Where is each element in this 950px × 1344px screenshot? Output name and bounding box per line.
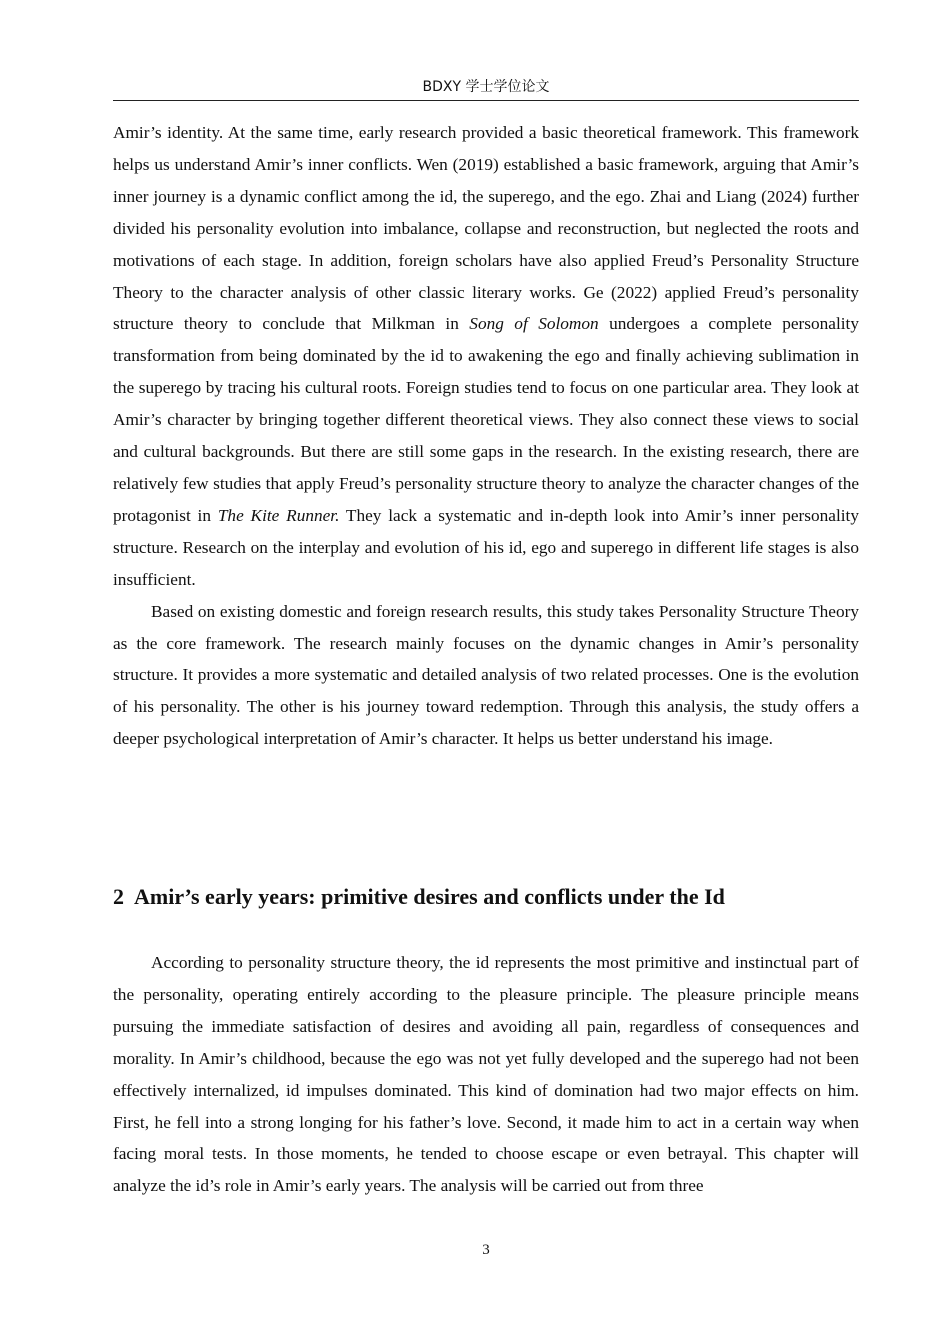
section-title: Amir’s early years: primitive desires and conflicts under the Id [134, 884, 725, 909]
running-header: BDXY 学士学位论文 [422, 79, 550, 95]
body-text-top [113, 117, 859, 755]
book-title-song-of-solomon: Song of Solomon [469, 314, 599, 334]
paragraph-study-focus: Based on existing domestic and foreign research results, this study takes Personality Structure Theory as the core framework. The research mainly focuses on the dynamic changes in Amir’s personality structure. It provides a more systematic and detailed analysis of two related processes. One is the evolution of his personality. The other is his journey toward redemption. Through this analysis, the study offers a deeper psychological interpretation of Amir’s character. It helps us better understand his image. [113, 601, 859, 749]
book-title-kite-runner: The Kite Runner. [217, 505, 340, 525]
paragraph-text: Amir’s identity. At the same time, early research provided a basic theoretical framework. This framework helps us understand Amir’s inner conflicts. Wen (2019) established a basic framework, arguing that Amir’s inner journey is a dynamic conflict among the id, the superego, and the ego. Zhai and Liang (2024) further divided his personality evolution into imbalance, collapse and reconstruction, but neglected the roots and motivations of each stage. In addition, foreign scholars have also applied Freud’s Personality Structure Theory to the character analysis of other classic literary works. Ge (2022) applied Freud’s personality structure theory to conclude that Milkman in [113, 123, 859, 334]
paragraph-research-review [113, 117, 859, 596]
section-heading [113, 880, 859, 914]
page-number: 3 [482, 1242, 490, 1258]
section-number: 2 [113, 884, 124, 909]
paragraph-id-theory: According to personality structure theory, the id represents the most primitive and instinctual part of the personality, operating entirely according to the pleasure principle. The pleasure principle means pursuing the immediate satisfaction of desires and avoiding all pain, regardless of consequences and morality. In Amir’s childhood, because the ego was not yet fully developed and the superego had not been effectively internalized, id impulses dominated. This kind of domination had two major effects on him. First, he fell into a strong longing for his father’s love. Second, it made him to act in a certain way when facing moral tests. In those moments, he tended to choose escape or even betrayal. This chapter will analyze the id’s role in Amir’s early years. The analysis will be carried out from three [113, 953, 859, 1196]
paragraph-text: undergoes a complete personality transformation from being dominated by the id to awakening the ego and finally achieving sublimation in the superego by tracing his cultural roots. Foreign studies tend to focus on one particular area. They look at Amir’s character by bringing together different theoretical views. They also connect these views to social and cultural backgrounds. But there are still some gaps in the research. In the existing research, there are relatively few studies that apply Freud’s personality structure theory to analyze the character changes of the protagonist in [113, 314, 859, 525]
paragraph-text: They lack a systematic and in-depth look into Amir’s inner personality structure. Research on the interplay and evolution of his id, ego and superego in different life stages is also insufficient. [113, 505, 859, 589]
header-rule [113, 100, 859, 101]
body-text-bottom [113, 947, 859, 1202]
